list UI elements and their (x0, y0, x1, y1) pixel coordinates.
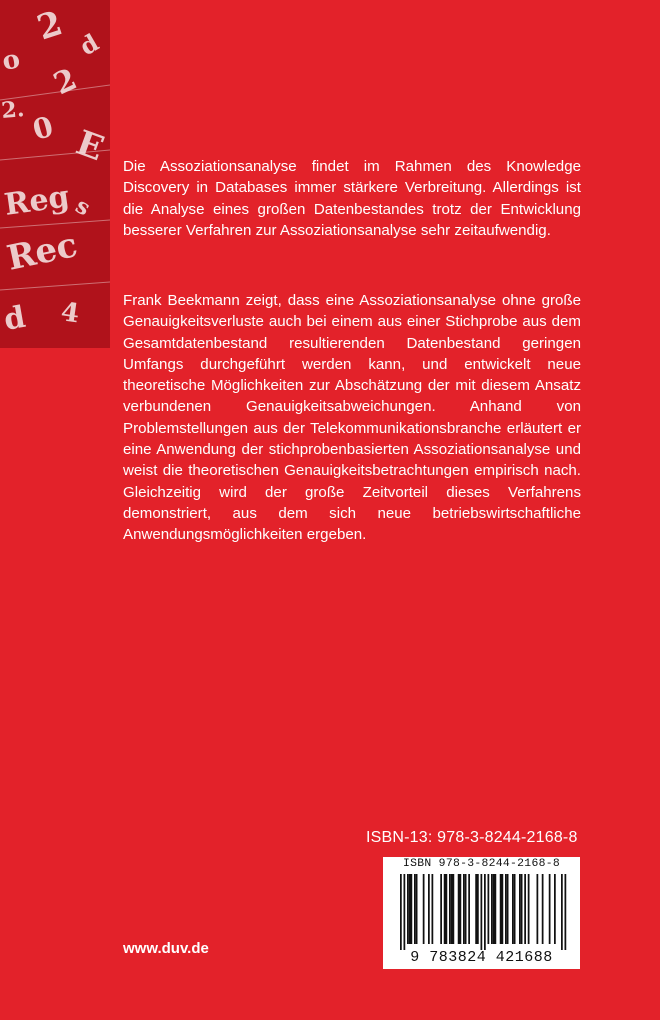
barcode-bar (554, 874, 556, 944)
barcode-bar (414, 874, 416, 944)
barcode-bar (416, 874, 418, 944)
barcode (383, 857, 580, 969)
barcode-bar (561, 874, 563, 950)
barcode-bar (400, 874, 402, 950)
barcode-bar (409, 874, 411, 944)
barcode-bar (432, 874, 434, 944)
svg-text:o: o (0, 44, 23, 77)
barcode-bar (444, 874, 446, 944)
barcode-bar (519, 874, 521, 944)
barcode-bar (514, 874, 516, 944)
barcode-bar (477, 874, 479, 944)
svg-text:2: 2 (48, 61, 83, 103)
blurb-paragraph-2: Frank Beekmann zeigt, dass eine Assoziationsanalyse ohne große Genauigkeitsverluste auch bei einem aus einer Stichprobe aus dem Gesamtdatenbestand resultierenden Datenbestand geringen Umfangs durchgeführt werden kann, und entwickelt neue theoretische Möglichkeiten zur Abschätzung der mit diesem Ansatz verbundenen Genauigkeitsabweichungen. Anhand von Problemstellungen aus der Telekommunikationsbranche erläutert er eine Anwendung der stichprobenbasierten Assoziationsanalyse und weist die theoretischen Genauigkeitsbetrachtungen empirisch nach. Gleichzeitig wird der große Zeitvorteil dieses Verfahrens demonstriert, aus dem sich neue betriebswirtschaftliche Anwendungsmöglichkeiten ergeben. (123, 292, 581, 544)
barcode-bar (481, 874, 483, 950)
barcode-isbn-text: ISBN 978-3-8244-2168-8 (403, 858, 560, 870)
barcode-bar (451, 874, 453, 944)
letters-photo-icon (0, 0, 110, 348)
barcode-bar (475, 874, 477, 944)
barcode-bar (502, 874, 504, 944)
barcode-bar (524, 874, 526, 944)
barcode-bar (491, 874, 493, 944)
svg-text:2: 2 (32, 3, 68, 49)
barcode-bar (465, 874, 467, 944)
barcode-bar (446, 874, 448, 944)
barcode-bar (542, 874, 544, 944)
barcode-bar (537, 874, 539, 944)
barcode-digits: 9 783824 421688 (410, 949, 553, 966)
barcode-bar (500, 874, 502, 944)
svg-text:s: s (71, 192, 95, 222)
barcode-bar (484, 874, 486, 950)
svg-text:d: d (74, 27, 104, 62)
barcode-bar (468, 874, 470, 944)
barcode-bar (505, 874, 507, 944)
barcode-bar (411, 874, 413, 944)
svg-text:d: d (1, 299, 29, 338)
barcode-bar (565, 874, 567, 950)
barcode-bar (521, 874, 523, 944)
barcode-bar (404, 874, 406, 950)
isbn-13-label: ISBN-13: 978-3-8244-2168-8 (366, 829, 578, 846)
barcode-bar (463, 874, 465, 944)
svg-text:Rec: Rec (3, 225, 81, 279)
barcode-bar (493, 874, 495, 944)
barcode-bar (453, 874, 455, 944)
svg-text:0: 0 (29, 109, 57, 147)
barcode-bar (423, 874, 425, 944)
barcode-bar (512, 874, 514, 944)
svg-text:2.: 2. (0, 96, 26, 124)
barcode-bar (458, 874, 460, 944)
barcode-bar (507, 874, 509, 944)
cover-photo-strip (0, 0, 110, 348)
barcode-bar (460, 874, 462, 944)
barcode-bar (488, 874, 490, 944)
barcode-bar (549, 874, 551, 944)
svg-text:4: 4 (59, 297, 82, 330)
website-link[interactable]: www.duv.de (123, 940, 209, 957)
barcode-bar (407, 874, 409, 944)
barcode-bar (428, 874, 430, 944)
barcode-bar (528, 874, 530, 944)
barcode-bar (449, 874, 451, 944)
barcode-bar (495, 874, 497, 944)
blurb-paragraph-1: Die Assoziationsanalyse findet im Rahmen des Knowledge Discovery in Databases immer stärkere Verbreitung. Allerdings ist die Analyse eines großen Datenbestandes trotz der Entwicklung besserer Verfahren zur Assoziationsanalyse sehr zeitaufwendig. (123, 158, 581, 239)
svg-text:Reg: Reg (2, 179, 72, 223)
svg-text:E: E (70, 122, 109, 170)
barcode-bar (440, 874, 442, 944)
barcode-bars-icon (388, 874, 575, 950)
